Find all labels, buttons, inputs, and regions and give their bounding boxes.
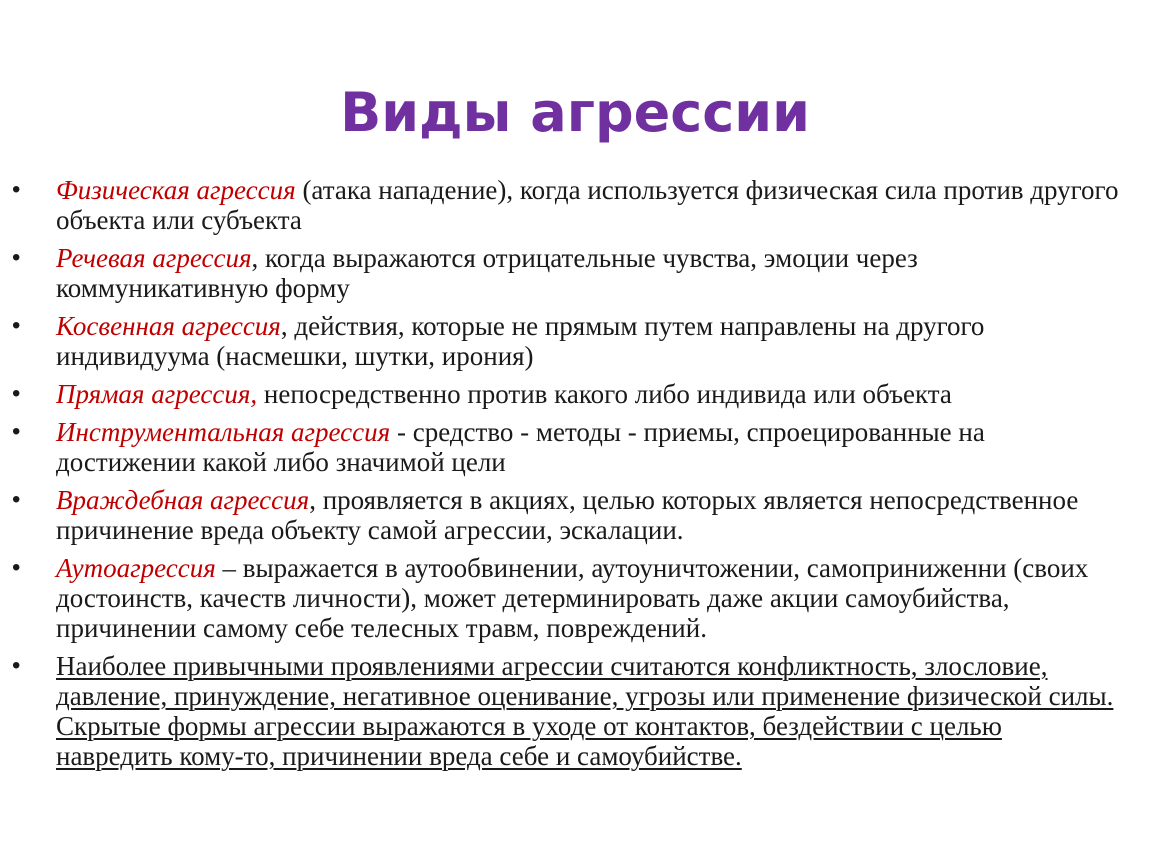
list-item-verbal: [12, 243, 1122, 303]
term-verbal: Речевая агрессия: [56, 243, 252, 273]
list-item-direct: [12, 379, 1122, 409]
description-hostile: , проявляется в акциях, целью которых является непосредственное причинение вреда объекту самой агрессии, эскалации.: [56, 485, 1079, 545]
description-verbal: , когда выражаются отрицательные чувства, эмоции через коммуникативную форму: [56, 243, 918, 303]
description-instrumental: - средство - методы - приемы, спроецированные на достижении какой либо значимой цели: [56, 417, 985, 477]
bullet-icon: •: [12, 418, 21, 445]
description-autoaggression: – выражается в аутообвинении, аутоуничтожении, самоприниженни (своих достоинств, качеств личности), может детерминировать даже акции самоубийства, причинении самому себе телесных травм, повреждений.: [56, 553, 1089, 643]
bullet-icon: •: [12, 380, 21, 407]
list-item-indirect: [12, 311, 1122, 371]
bullet-icon: •: [12, 554, 21, 581]
aggression-types-list: [12, 175, 1122, 779]
summary-text: Наиболее привычными проявлениями агрессии считаются конфликтность, злословие, давление, принуждение, негативное оценивание, угрозы или применение физической силы. Скрытые формы агрессии выражаются в уходе от контактов, бездействии с целью навредить кому-то, причинении вреда себе и самоубийстве.: [56, 651, 1114, 771]
list-item-autoaggression: [12, 553, 1122, 643]
list-item-summary: [12, 651, 1122, 771]
term-indirect: Косвенная агрессия: [56, 311, 281, 341]
bullet-icon: •: [12, 312, 21, 339]
term-instrumental: Инструментальная агрессия: [56, 417, 391, 447]
term-physical: Физическая агрессия: [56, 175, 296, 205]
list-item-physical: [12, 175, 1122, 235]
description-direct: непосредственно против какого либо индивида или объекта: [257, 379, 952, 409]
term-autoaggression: Аутоагрессия: [56, 553, 216, 583]
bullet-icon: •: [12, 244, 21, 271]
slide-title: Виды агрессии: [340, 81, 810, 144]
bullet-icon: •: [12, 652, 21, 679]
list-item-hostile: [12, 485, 1122, 545]
term-hostile: Враждебная агрессия: [56, 485, 310, 515]
description-indirect: , действия, которые не прямым путем направлены на другого индивидуума (насмешки, шутки, ирония): [56, 311, 985, 371]
bullet-icon: •: [12, 176, 21, 203]
bullet-icon: •: [12, 486, 21, 513]
description-physical: (атака нападение), когда используется физическая сила против другого объекта или субъекта: [56, 175, 1119, 235]
term-direct: Прямая агрессия,: [56, 379, 258, 409]
list-item-instrumental: [12, 417, 1122, 477]
